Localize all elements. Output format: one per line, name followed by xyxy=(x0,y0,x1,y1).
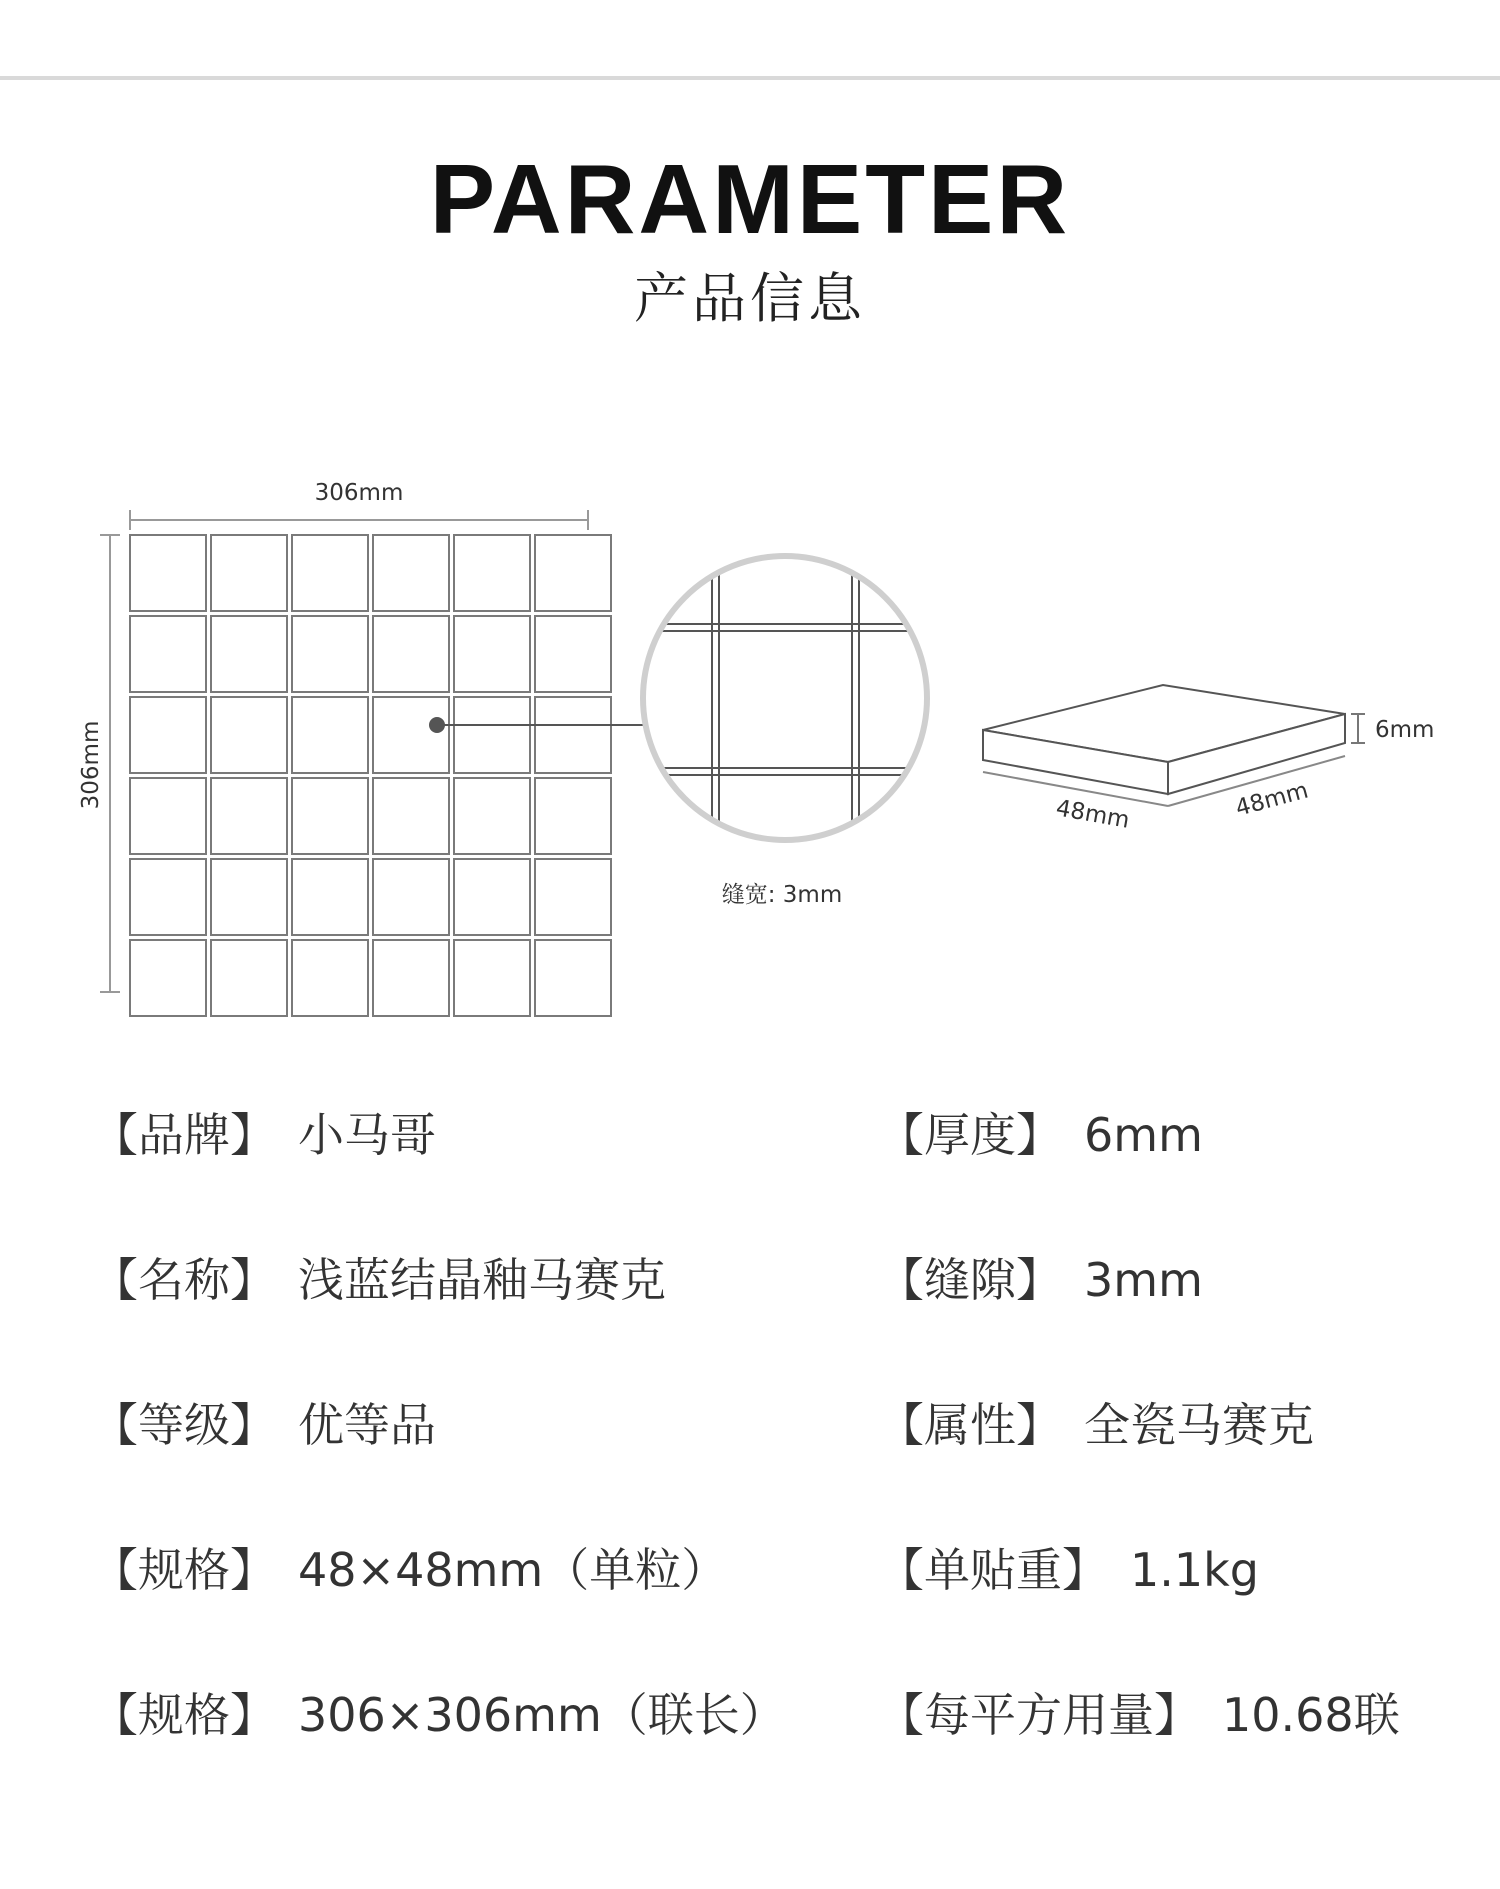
param-key: 【名称】 xyxy=(92,1253,276,1307)
mosaic-tile xyxy=(535,778,611,854)
mosaic-tile xyxy=(373,697,449,773)
mosaic-tile xyxy=(130,616,206,692)
mosaic-tile xyxy=(292,616,368,692)
mosaic-tile xyxy=(373,940,449,1016)
param-key: 【等级】 xyxy=(92,1398,276,1452)
tile-length-label: 48mm xyxy=(1053,795,1132,834)
param-key: 【单贴重】 xyxy=(878,1543,1108,1597)
param-grade xyxy=(92,1390,436,1460)
mosaic-tile xyxy=(211,778,287,854)
mosaic-tile xyxy=(130,940,206,1016)
mosaic-tile xyxy=(292,778,368,854)
mosaic-tile xyxy=(292,697,368,773)
sheet-height-label: 306mm xyxy=(78,720,104,810)
param-key: 【品牌】 xyxy=(92,1108,276,1162)
param-value: 浅蓝结晶釉马赛克 xyxy=(298,1253,666,1307)
param-attribute xyxy=(878,1390,1314,1460)
mosaic-tile xyxy=(454,535,530,611)
top-divider xyxy=(0,76,1500,80)
param-value: 小马哥 xyxy=(298,1108,436,1162)
mosaic-tile xyxy=(211,859,287,935)
mosaic-tile xyxy=(292,535,368,611)
mosaic-tile xyxy=(373,859,449,935)
mosaic-tile xyxy=(535,697,611,773)
mosaic-tile xyxy=(535,616,611,692)
param-thickness xyxy=(878,1100,1203,1170)
tile-thickness-label: 6mm xyxy=(1375,717,1435,743)
mosaic-tile xyxy=(454,616,530,692)
page-subtitle: 产品信息 xyxy=(634,267,866,330)
mosaic-tile xyxy=(211,616,287,692)
param-weight xyxy=(878,1535,1259,1605)
param-brand xyxy=(92,1100,436,1170)
mosaic-tile xyxy=(373,535,449,611)
mosaic-tile xyxy=(373,616,449,692)
param-value: 10.68联 xyxy=(1222,1688,1400,1742)
mosaic-tile xyxy=(130,859,206,935)
mosaic-tile xyxy=(130,778,206,854)
param-name xyxy=(92,1245,666,1315)
page-title: PARAMETER xyxy=(429,144,1071,254)
mosaic-tile xyxy=(292,940,368,1016)
param-usage xyxy=(878,1680,1400,1750)
param-key: 【每平方用量】 xyxy=(878,1688,1200,1742)
mosaic-tile xyxy=(130,535,206,611)
param-key: 【规格】 xyxy=(92,1688,276,1742)
mosaic-tile xyxy=(211,940,287,1016)
param-value: 优等品 xyxy=(298,1398,436,1452)
mosaic-tile xyxy=(211,697,287,773)
mosaic-tile xyxy=(211,535,287,611)
param-spec-sheet xyxy=(92,1680,786,1750)
gap-width-label: 缝宽: 3mm xyxy=(721,882,843,908)
mosaic-tile xyxy=(454,697,530,773)
mosaic-tile xyxy=(454,859,530,935)
param-value: 全瓷马赛克 xyxy=(1084,1398,1314,1452)
mosaic-tile xyxy=(535,859,611,935)
param-gap xyxy=(878,1245,1203,1315)
param-value: 306×306mm（联长） xyxy=(298,1688,786,1742)
magnified-detail xyxy=(630,550,940,850)
param-value: 48×48mm（单粒） xyxy=(298,1543,728,1597)
param-key: 【厚度】 xyxy=(878,1108,1062,1162)
mosaic-tile xyxy=(130,697,206,773)
mosaic-tile xyxy=(454,940,530,1016)
mosaic-tile xyxy=(373,778,449,854)
mosaic-tile xyxy=(292,859,368,935)
sheet-width-label: 306mm xyxy=(314,480,404,506)
dimension-diagram xyxy=(0,460,1500,1020)
tile-width-label: 48mm xyxy=(1232,777,1312,822)
param-spec-single xyxy=(92,1535,727,1605)
param-key: 【规格】 xyxy=(92,1543,276,1597)
param-key: 【属性】 xyxy=(878,1398,1062,1452)
param-value: 3mm xyxy=(1084,1253,1203,1307)
single-tile-3d xyxy=(983,685,1434,834)
mosaic-sheet-grid xyxy=(130,535,611,1016)
param-value: 6mm xyxy=(1084,1108,1203,1162)
mosaic-tile xyxy=(454,778,530,854)
param-key: 【缝隙】 xyxy=(878,1253,1062,1307)
mosaic-tile xyxy=(535,535,611,611)
param-value: 1.1kg xyxy=(1130,1543,1259,1597)
mosaic-tile xyxy=(535,940,611,1016)
